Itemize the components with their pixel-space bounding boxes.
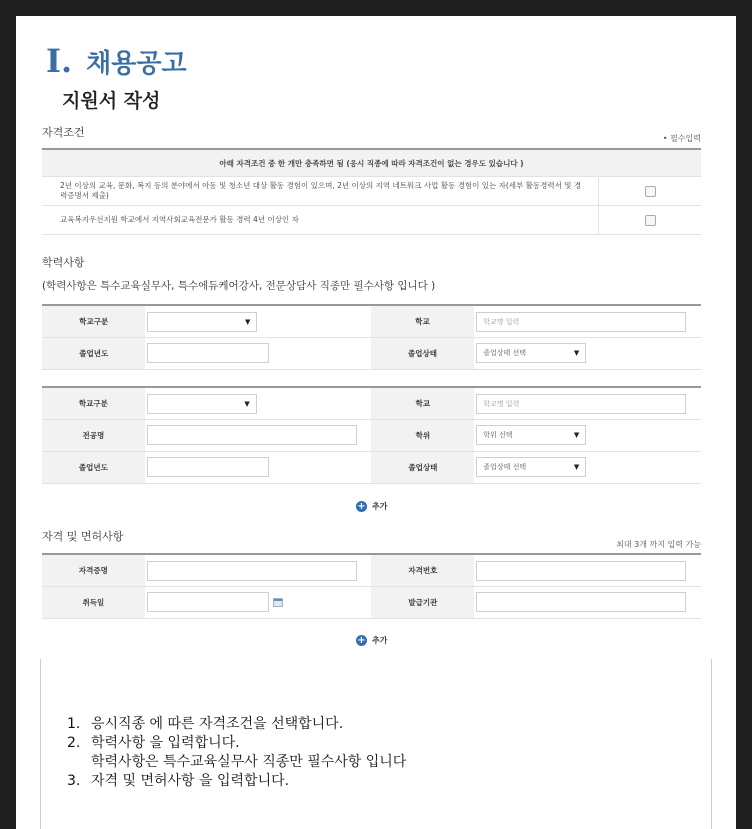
slide-page bbox=[16, 16, 736, 829]
cert-name-label: 자격증명 bbox=[42, 554, 145, 586]
major-input[interactable] bbox=[147, 425, 357, 445]
grad-year-label: 졸업년도 bbox=[42, 337, 145, 369]
table-row bbox=[42, 337, 701, 369]
school-label: 학교 bbox=[371, 305, 474, 337]
table-row bbox=[42, 206, 701, 235]
school-type-select[interactable] bbox=[147, 312, 257, 332]
chevron-down-icon: ▼ bbox=[244, 399, 250, 408]
add-education-button[interactable] bbox=[356, 501, 387, 512]
degree-label: 학위 bbox=[371, 419, 474, 451]
grad-year-label: 졸업년도 bbox=[42, 451, 145, 483]
license-table bbox=[42, 553, 701, 619]
grad-status-select[interactable]: 졸업상태 선택 ▼ bbox=[476, 343, 586, 363]
table-row bbox=[42, 305, 701, 337]
page-subtitle: 지원서 작성 bbox=[62, 90, 161, 112]
school-type-select[interactable] bbox=[147, 394, 257, 414]
max-entries-note: 최대 3개 까지 입력 가능 bbox=[616, 540, 701, 549]
acquire-date-input[interactable] bbox=[147, 592, 269, 612]
school-name-input[interactable]: 학교명 입력 bbox=[476, 312, 686, 332]
qualification-section-label: 자격조건 bbox=[42, 126, 85, 139]
chevron-down-icon: ▼ bbox=[573, 349, 580, 358]
education-block-1 bbox=[42, 304, 701, 370]
table-row bbox=[42, 451, 701, 483]
required-note: • 필수입력 bbox=[662, 134, 701, 143]
qualification-checkbox-1[interactable] bbox=[645, 186, 656, 197]
qualification-text: 2년 이상의 교육, 문화, 복지 등의 분야에서 아동 및 청소년 대상 활동 경험이 있으며, 2년 이상의 지역 네트워크 사업 활동 경험이 있는 자(세부 활동경력서 및 경력증명서 제출) bbox=[42, 177, 599, 206]
table-row bbox=[42, 554, 701, 586]
qualification-header: 아래 자격조건 중 한 개만 충족하면 됨 (응시 직종에 따라 자격조건이 없는 경우도 있습니다 ) bbox=[42, 149, 701, 177]
instructions-list bbox=[67, 715, 406, 791]
cert-name-input[interactable] bbox=[147, 561, 357, 581]
grad-status-label: 졸업상태 bbox=[371, 337, 474, 369]
chevron-down-icon: ▼ bbox=[573, 463, 580, 472]
qualification-checkbox-2[interactable] bbox=[645, 215, 656, 226]
plus-icon: + bbox=[357, 635, 366, 646]
school-label: 학교 bbox=[371, 387, 474, 419]
school-name-input[interactable]: 학교명 입력 bbox=[476, 394, 686, 414]
degree-select[interactable]: 학위 선택 ▼ bbox=[476, 425, 586, 445]
table-row bbox=[42, 177, 701, 206]
major-label: 전공명 bbox=[42, 419, 145, 451]
add-license-button[interactable] bbox=[356, 635, 387, 646]
license-section-label: 자격 및 면허사항 bbox=[42, 530, 124, 543]
list-item-sub: 학력사항은 특수교육실무사 직종만 필수사항 입니다 bbox=[91, 754, 407, 770]
grad-status-select[interactable]: 졸업상태 선택 ▼ bbox=[476, 457, 586, 477]
table-row bbox=[42, 419, 701, 451]
school-type-label: 학교구분 bbox=[42, 387, 145, 419]
calendar-icon[interactable] bbox=[273, 598, 283, 607]
instructions-box bbox=[40, 659, 712, 829]
add-label: 추가 bbox=[372, 636, 388, 645]
grad-status-label: 졸업상태 bbox=[371, 451, 474, 483]
list-item: 1. 응시직종 에 따른 자격조건을 선택합니다. bbox=[67, 716, 344, 732]
page-title: 채용공고 bbox=[86, 49, 187, 79]
table-row bbox=[42, 586, 701, 618]
section-number: I. bbox=[46, 42, 73, 80]
issuer-input[interactable] bbox=[476, 592, 686, 612]
education-note: (학력사항은 특수교육실무사, 특수에듀케어강사, 전문상담사 직종만 필수사항 입니다 ) bbox=[42, 280, 436, 292]
plus-icon: + bbox=[357, 501, 366, 512]
chevron-down-icon: ▼ bbox=[573, 431, 580, 440]
list-item: 2. 학력사항 을 입력합니다. bbox=[67, 735, 240, 751]
slide-title bbox=[46, 42, 187, 82]
qualification-text: 교육복지우선지원 학교에서 지역사회교육전문가 활동 경력 4년 이상인 자 bbox=[42, 206, 599, 235]
cert-number-input[interactable] bbox=[476, 561, 686, 581]
table-row bbox=[42, 387, 701, 419]
acquire-date-label: 취득일 bbox=[42, 586, 145, 618]
education-section-label: 학력사항 bbox=[42, 256, 85, 269]
education-block-2 bbox=[42, 386, 701, 484]
grad-year-input[interactable] bbox=[147, 343, 269, 363]
issuer-label: 발급기관 bbox=[371, 586, 474, 618]
add-label: 추가 bbox=[372, 502, 388, 511]
grad-year-input[interactable] bbox=[147, 457, 269, 477]
chevron-down-icon: ▼ bbox=[245, 317, 251, 326]
qualification-table bbox=[42, 148, 701, 235]
school-type-label: 학교구분 bbox=[42, 305, 145, 337]
cert-number-label: 자격번호 bbox=[371, 554, 474, 586]
list-item: 3. 자격 및 면허사항 을 입력합니다. bbox=[67, 773, 290, 789]
